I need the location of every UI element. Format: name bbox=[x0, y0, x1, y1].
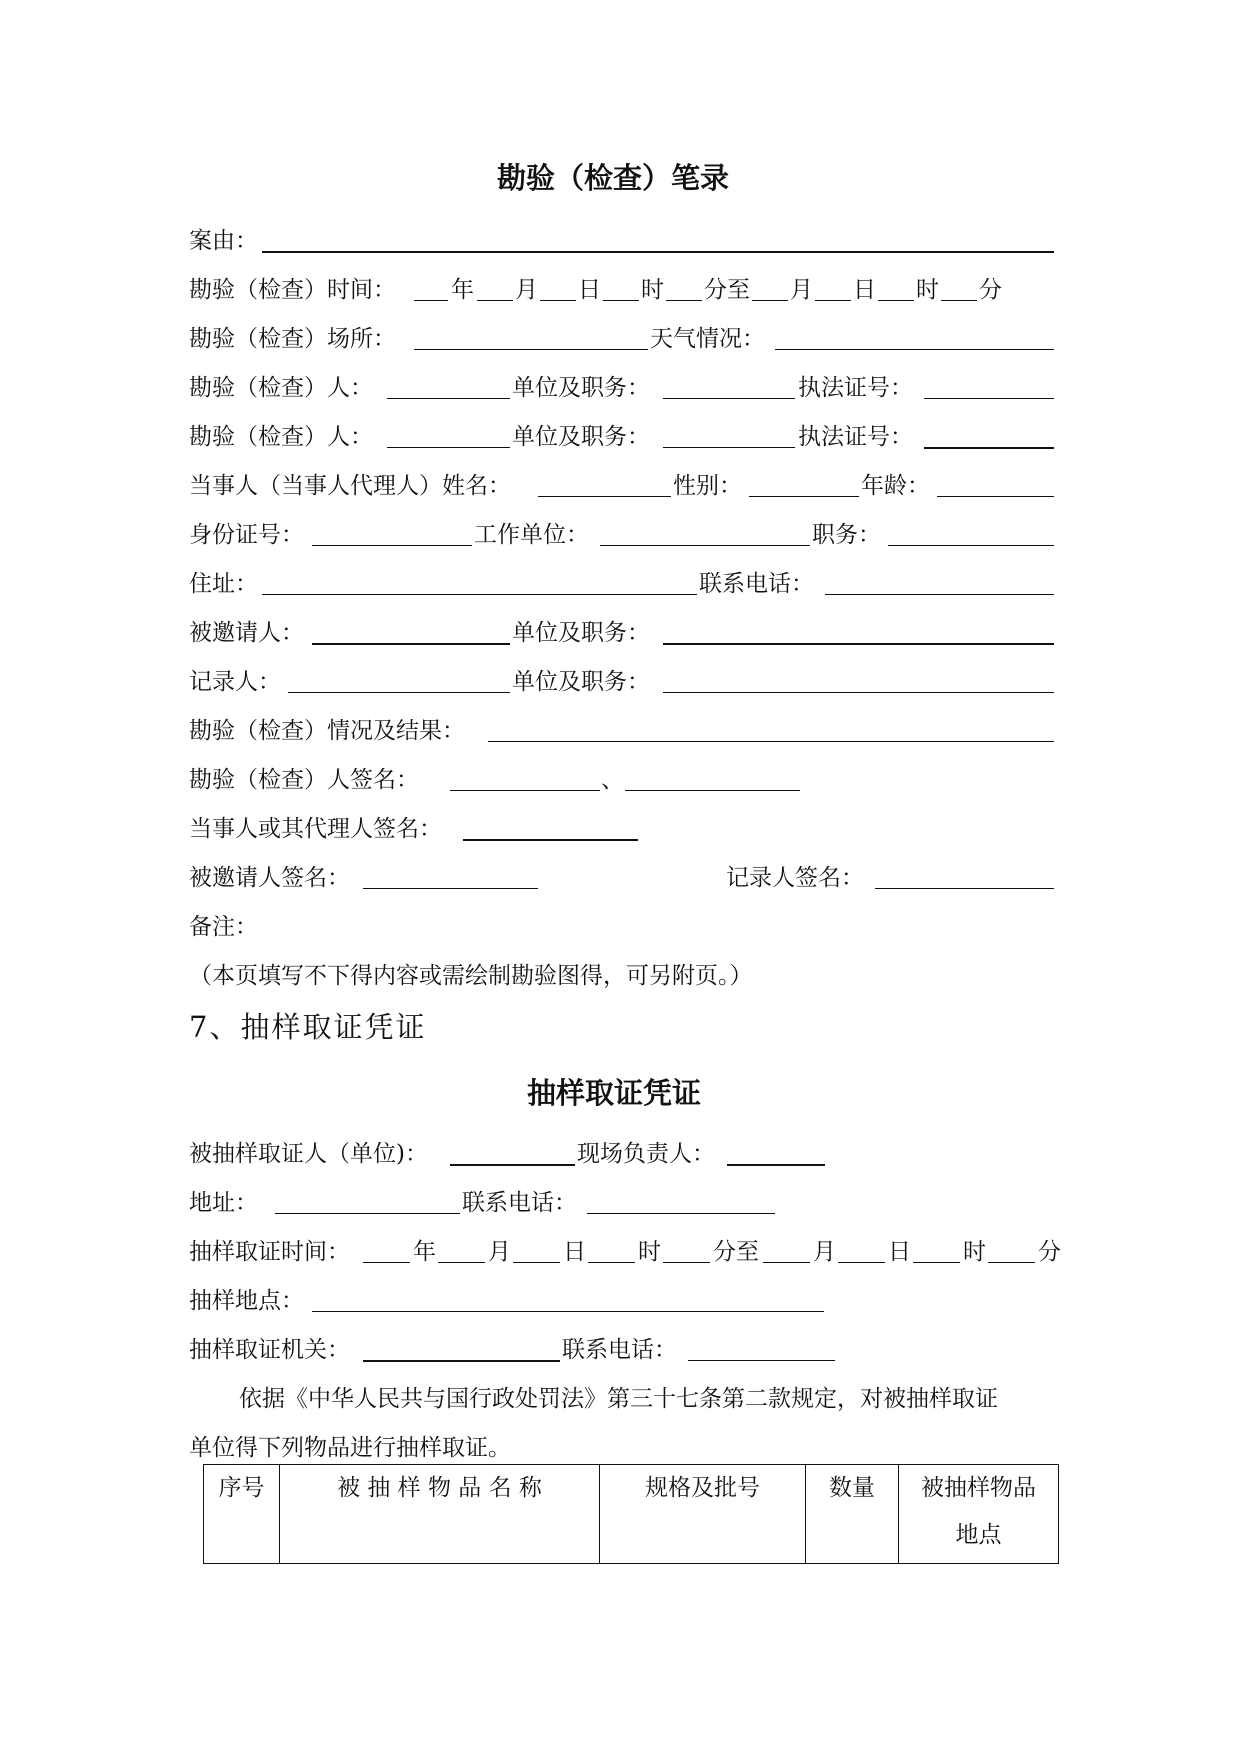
time-year-unit: 年 bbox=[451, 277, 474, 303]
s-time-year-field[interactable] bbox=[363, 1262, 410, 1263]
invitee-sign-label: 被邀请人签名： bbox=[189, 865, 350, 891]
sampling-time-label: 抽样取证时间： bbox=[189, 1239, 350, 1265]
recorder-label: 记录人： bbox=[189, 669, 281, 695]
time-day2-unit: 日 bbox=[853, 277, 876, 303]
recorder-unit-field[interactable] bbox=[663, 692, 1054, 693]
s-time-minute-field[interactable] bbox=[663, 1262, 710, 1263]
header-location bbox=[899, 1465, 1059, 1564]
inspector1-cert-field[interactable] bbox=[924, 398, 1054, 399]
sampled-party-label: 被抽样取证人（单位)： bbox=[189, 1141, 428, 1167]
time-minute-field[interactable] bbox=[666, 300, 702, 301]
sampling-phone-field[interactable] bbox=[587, 1213, 775, 1214]
site-manager-field[interactable] bbox=[727, 1164, 825, 1166]
inspector2-unit-field[interactable] bbox=[663, 447, 795, 448]
party-sign-label: 当事人或其代理人签名： bbox=[189, 816, 442, 842]
s-time-day2-field[interactable] bbox=[838, 1262, 885, 1263]
header-serial: 序号 bbox=[204, 1465, 280, 1564]
sampling-place-label: 抽样地点： bbox=[189, 1288, 304, 1314]
s-time-hour-unit: 时 bbox=[638, 1239, 661, 1265]
recorder-field[interactable] bbox=[288, 692, 510, 693]
inspector1-unit-label: 单位及职务： bbox=[512, 375, 650, 401]
sampling-address-field[interactable] bbox=[275, 1213, 460, 1214]
inspector1-label: 勘验（检查）人： bbox=[189, 375, 373, 401]
party-age-label: 年龄： bbox=[861, 473, 930, 499]
sample-items-table bbox=[203, 1464, 1059, 1564]
s-time-month-field[interactable] bbox=[438, 1262, 485, 1263]
attachment-note: （本页填写不下得内容或需绘制勘验图得，可另附页。） bbox=[189, 963, 753, 989]
recorder-sign-label: 记录人签名： bbox=[726, 865, 864, 891]
inspector2-unit-label: 单位及职务： bbox=[512, 424, 650, 450]
inspector2-label: 勘验（检查）人： bbox=[189, 424, 373, 450]
work-unit-label: 工作单位： bbox=[474, 522, 589, 548]
sampling-title: 抽样取证凭证 bbox=[527, 1076, 702, 1110]
result-label: 勘验（检查）情况及结果： bbox=[189, 718, 465, 744]
record-title: 勘验（检查）笔录 bbox=[497, 161, 730, 195]
time-minute2-field[interactable] bbox=[941, 300, 977, 301]
sign-separator: 、 bbox=[601, 767, 624, 793]
time-hour2-field[interactable] bbox=[878, 300, 914, 301]
site-manager-label: 现场负责人： bbox=[577, 1141, 715, 1167]
inspector1-unit-field[interactable] bbox=[663, 398, 795, 399]
invitee-label: 被邀请人： bbox=[189, 620, 304, 646]
id-label: 身份证号： bbox=[189, 522, 304, 548]
header-location-line2: 地点 bbox=[955, 1522, 1002, 1548]
s-time-day-field[interactable] bbox=[513, 1262, 560, 1263]
time-day-field[interactable] bbox=[540, 300, 576, 301]
sampling-phone-label: 联系电话： bbox=[462, 1190, 577, 1216]
inspector1-field[interactable] bbox=[387, 398, 510, 399]
phone-field[interactable] bbox=[825, 594, 1054, 595]
time-hour-field[interactable] bbox=[603, 300, 639, 301]
header-quantity: 数量 bbox=[806, 1465, 899, 1564]
time-year-field[interactable] bbox=[414, 300, 448, 301]
result-field[interactable] bbox=[488, 741, 1054, 742]
sampling-address-label: 地址： bbox=[189, 1190, 258, 1216]
inspector2-cert-label: 执法证号： bbox=[798, 424, 913, 450]
work-unit-field[interactable] bbox=[600, 545, 810, 546]
s-time-minute2-field[interactable] bbox=[988, 1262, 1035, 1263]
s-time-hour2-unit: 时 bbox=[963, 1239, 986, 1265]
s-time-month2-field[interactable] bbox=[763, 1262, 810, 1263]
position-field[interactable] bbox=[888, 545, 1054, 546]
weather-field[interactable] bbox=[775, 349, 1054, 350]
inspector2-cert-field[interactable] bbox=[924, 447, 1054, 449]
time-month2-unit: 月 bbox=[790, 277, 813, 303]
inspector-sign-label: 勘验（检查）人签名： bbox=[189, 767, 419, 793]
s-time-hour-field[interactable] bbox=[588, 1262, 635, 1263]
case-label: 案由： bbox=[189, 228, 258, 254]
inspector-sign-field-2[interactable] bbox=[625, 790, 800, 791]
inspector2-field[interactable] bbox=[387, 447, 510, 448]
time-day2-field[interactable] bbox=[815, 300, 851, 301]
time-minute-unit: 分至 bbox=[704, 277, 750, 303]
header-item-name: 被 抽 样 物 品 名 称 bbox=[280, 1465, 600, 1564]
time-minute2-unit: 分 bbox=[979, 277, 1002, 303]
recorder-unit-label: 单位及职务： bbox=[512, 669, 650, 695]
time-month-unit: 月 bbox=[515, 277, 538, 303]
weather-label: 天气情况： bbox=[650, 326, 765, 352]
phone-label: 联系电话： bbox=[699, 571, 814, 597]
party-gender-label: 性别： bbox=[673, 473, 742, 499]
s-time-minute-unit: 分至 bbox=[713, 1239, 759, 1265]
s-time-year-unit: 年 bbox=[413, 1239, 436, 1265]
basis-paragraph-line1: 依据《中华人民共与国行政处罚法》第三十七条第二款规定，对被抽样取证 bbox=[239, 1386, 998, 1412]
position-label: 职务： bbox=[812, 522, 881, 548]
time-hour2-unit: 时 bbox=[916, 277, 939, 303]
address-field[interactable] bbox=[262, 594, 697, 595]
address-label: 住址： bbox=[189, 571, 258, 597]
s-time-hour2-field[interactable] bbox=[913, 1262, 960, 1263]
sampled-party-field[interactable] bbox=[450, 1164, 575, 1166]
time-month-field[interactable] bbox=[477, 300, 513, 301]
s-time-day2-unit: 日 bbox=[888, 1239, 911, 1265]
inspector1-cert-label: 执法证号： bbox=[798, 375, 913, 401]
case-field[interactable] bbox=[262, 251, 1054, 253]
basis-paragraph-line2: 单位得下列物品进行抽样取证。 bbox=[189, 1435, 511, 1461]
party-age-field[interactable] bbox=[937, 496, 1054, 497]
party-sign-field[interactable] bbox=[463, 839, 638, 841]
sampling-place-field[interactable] bbox=[312, 1311, 824, 1312]
invitee-sign-field[interactable] bbox=[363, 888, 538, 889]
party-gender-field[interactable] bbox=[749, 496, 859, 497]
invitee-unit-field[interactable] bbox=[663, 643, 1054, 645]
place-label: 勘验（检查）场所： bbox=[189, 326, 396, 352]
inspector-sign-field-1[interactable] bbox=[450, 790, 600, 791]
time-day-unit: 日 bbox=[578, 277, 601, 303]
table-header-row bbox=[204, 1465, 1059, 1564]
party-name-label: 当事人（当事人代理人）姓名： bbox=[189, 473, 511, 499]
recorder-sign-field[interactable] bbox=[875, 888, 1054, 889]
id-field[interactable] bbox=[312, 545, 472, 546]
section-heading: 7、抽样取证凭证 bbox=[189, 1010, 427, 1044]
invitee-unit-label: 单位及职务： bbox=[512, 620, 650, 646]
invitee-field[interactable] bbox=[312, 643, 510, 645]
party-name-field[interactable] bbox=[538, 496, 671, 497]
s-time-month2-unit: 月 bbox=[813, 1239, 836, 1265]
agency-phone-label: 联系电话： bbox=[562, 1337, 677, 1363]
s-time-minute2-unit: 分 bbox=[1038, 1239, 1061, 1265]
s-time-day-unit: 日 bbox=[563, 1239, 586, 1265]
agency-label: 抽样取证机关： bbox=[189, 1337, 350, 1363]
time-month2-field[interactable] bbox=[752, 300, 788, 301]
time-hour-unit: 时 bbox=[641, 277, 664, 303]
inspect-time-label: 勘验（检查）时间： bbox=[189, 277, 396, 303]
agency-field[interactable] bbox=[363, 1360, 560, 1362]
header-spec-batch: 规格及批号 bbox=[600, 1465, 806, 1564]
agency-phone-field[interactable] bbox=[688, 1360, 835, 1361]
s-time-month-unit: 月 bbox=[488, 1239, 511, 1265]
remark-label: 备注： bbox=[189, 914, 258, 940]
header-location-line1: 被抽样物品 bbox=[921, 1475, 1036, 1501]
place-field[interactable] bbox=[414, 349, 648, 350]
